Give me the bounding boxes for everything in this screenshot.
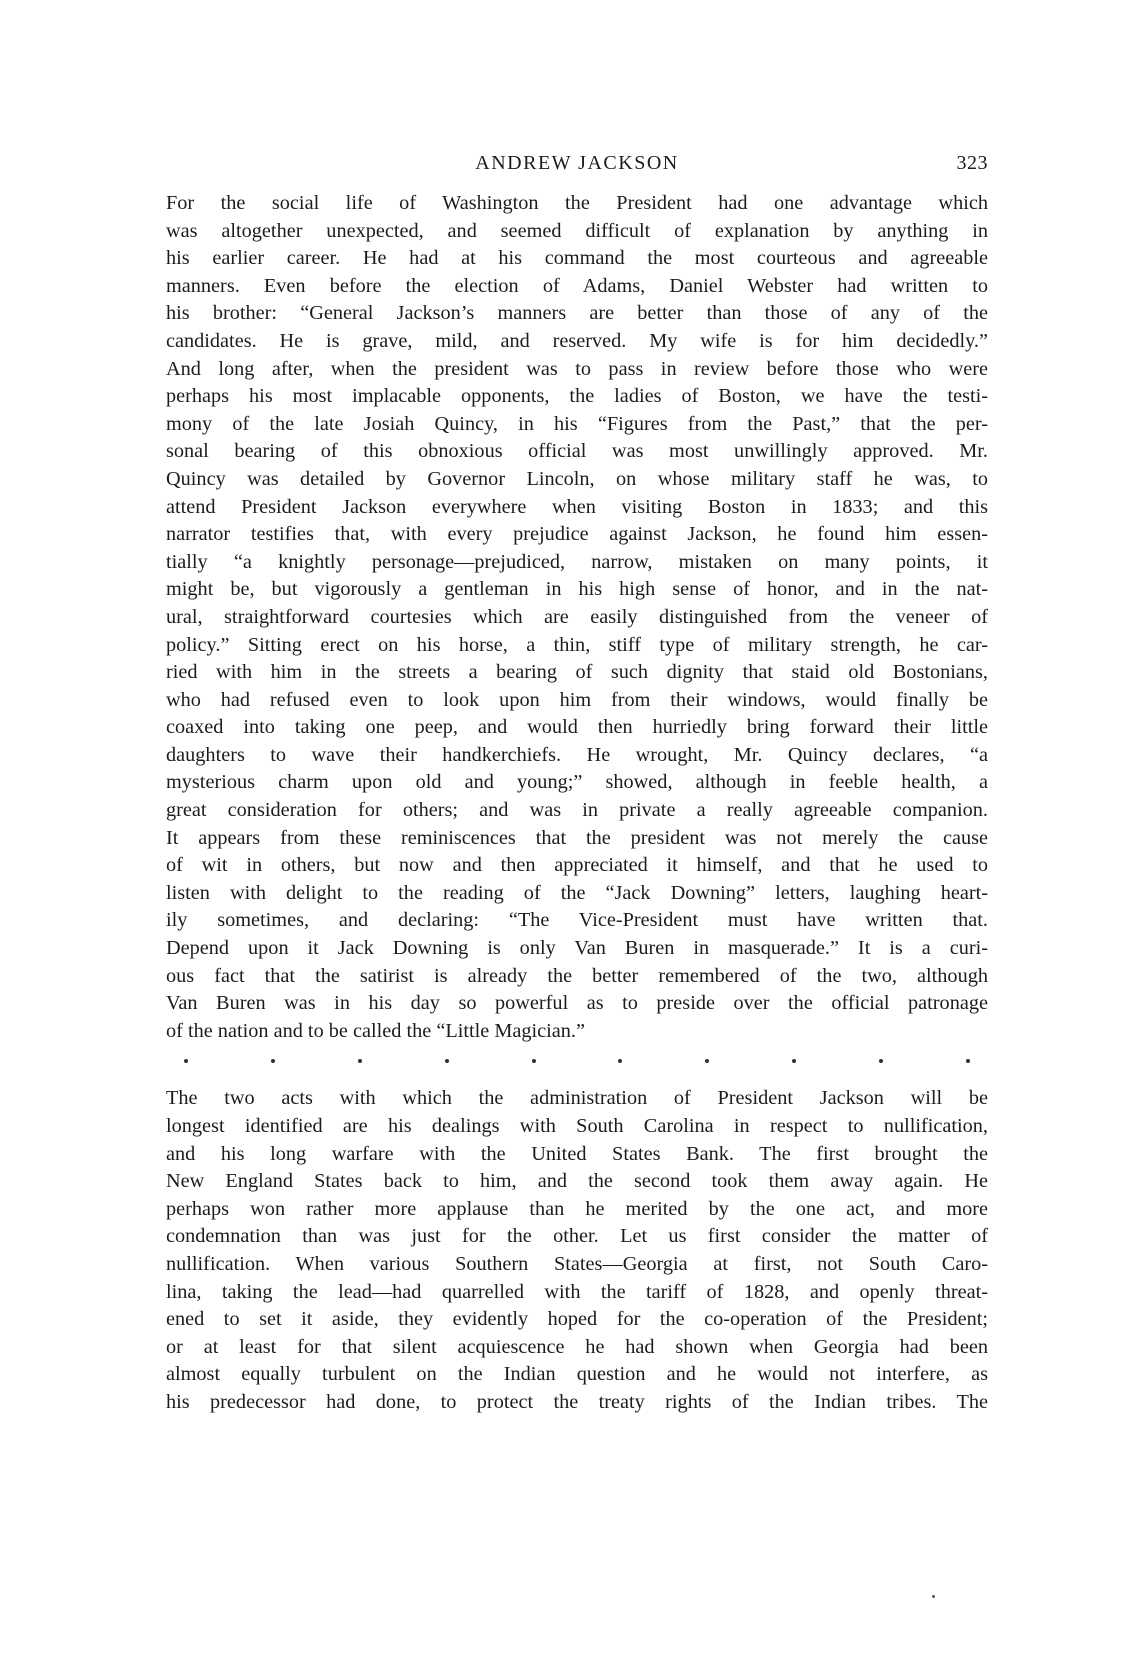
text-line: was altogether unexpected, and seemed difficult of explanation by anything in xyxy=(166,219,988,242)
text-line: It appears from these reminiscences that the president was not merely the cause xyxy=(166,826,988,849)
text-line: ily sometimes, and declaring: “The Vice-President must have written that. xyxy=(166,909,988,932)
text-line: his earlier career. He had at his command the most courteous and agreeable xyxy=(166,247,988,270)
text-line: policy.” Sitting erect on his horse, a thin, stiff type of military strength, he car- xyxy=(166,633,988,656)
text-line: listen with delight to the reading of the “Jack Downing” letters, laughing heart- xyxy=(166,881,988,904)
text-line: who had refused even to look upon him from their windows, would finally be xyxy=(166,688,988,711)
text-line: perhaps won rather more applause than he merited by the one act, and more xyxy=(166,1197,988,1220)
ornament-dot xyxy=(184,1059,188,1063)
text-line: For the social life of Washington the President had one advantage which xyxy=(166,192,988,214)
text-line: ried with him in the streets a bearing of such dignity that staid old Bostonians, xyxy=(166,661,988,684)
text-line: The two acts with which the administration of President Jackson will be xyxy=(166,1087,988,1110)
text-line: and his long warfare with the United States Bank. The first brought the xyxy=(166,1142,988,1165)
text-line: might be, but vigorously a gentleman in his high sense of honor, and in the nat- xyxy=(166,578,988,601)
text-line: or at least for that silent acquiescence he had shown when Georgia had been xyxy=(166,1335,988,1358)
text-line: tially “a knightly personage—prejudiced, narrow, mistaken on many points, it xyxy=(166,550,988,573)
text-line: almost equally turbulent on the Indian question and he would not interfere, as xyxy=(166,1363,988,1386)
ornament-dot xyxy=(705,1059,709,1063)
text-line: New England States back to him, and the second took them away again. He xyxy=(166,1170,988,1193)
text-line: mony of the late Josiah Quincy, in his “Figures from the Past,” that the per- xyxy=(166,412,988,435)
text-line: attend President Jackson everywhere when visiting Boston in 1833; and this xyxy=(166,495,988,518)
text-line: Quincy was detailed by Governor Lincoln, on whose military staff he was, to xyxy=(166,467,988,490)
ornament-dot xyxy=(445,1059,449,1063)
text-line: longest identified are his dealings with South Carolina in respect to nullification, xyxy=(166,1115,988,1137)
text-line: candidates. He is grave, mild, and reserved. My wife is for him decidedly.” xyxy=(166,329,988,352)
running-title: ANDREW JACKSON xyxy=(475,152,679,174)
ornament-dot xyxy=(271,1059,275,1063)
text-line: ous fact that the satirist is already the better remembered of the two, although xyxy=(166,964,988,987)
text-line: lina, taking the lead—had quarrelled with the tariff of 1828, and openly threat- xyxy=(166,1280,988,1303)
text-line: sonal bearing of this obnoxious official was most unwillingly approved. Mr. xyxy=(166,440,988,463)
text-line: nullification. When various Southern States—Georgia at first, not South Caro- xyxy=(166,1252,988,1275)
text-line: Depend upon it Jack Downing is only Van Buren in masquerade.” It is a curi- xyxy=(166,937,988,960)
text-line: And long after, when the president was to pass in review before those who were xyxy=(166,357,988,380)
text-line: ural, straightforward courtesies which are easily distinguished from the veneer of xyxy=(166,605,988,628)
running-head xyxy=(166,150,988,184)
text-line: Van Buren was in his day so powerful as to preside over the official patronage xyxy=(166,992,988,1015)
paragraph-social-life xyxy=(166,190,988,1045)
text-line: coaxed into taking one peep, and would then hurriedly bring forward their little xyxy=(166,716,988,739)
stray-ink-mark xyxy=(932,1595,935,1598)
text-line: ened to set it aside, they evidently hoped for the co-operation of the President; xyxy=(166,1308,988,1331)
text-line: of the nation and to be called the “Little Magician.” xyxy=(166,1019,585,1042)
text-line: daughters to wave their handkerchiefs. He wrought, Mr. Quincy declares, “a xyxy=(166,743,988,766)
ornament-dot xyxy=(879,1059,883,1063)
text-line: narrator testifies that, with every prejudice against Jackson, he found him essen- xyxy=(166,523,988,546)
paragraph-nullification xyxy=(166,1085,988,1416)
text-line: his brother: “General Jackson’s manners are better than those of any of the xyxy=(166,302,988,325)
text-line: condemnation than was just for the other. Let us first consider the matter of xyxy=(166,1225,988,1248)
ornament-dot xyxy=(358,1059,362,1063)
section-break-dots xyxy=(166,1059,988,1063)
text-line: his predecessor had done, to protect the treaty rights of the Indian tribes. The xyxy=(166,1390,988,1413)
text-line: perhaps his most implacable opponents, the ladies of Boston, we have the testi- xyxy=(166,385,988,408)
ornament-dot xyxy=(966,1059,970,1063)
page-number: 323 xyxy=(956,152,988,174)
ornament-dot xyxy=(618,1059,622,1063)
body-text xyxy=(166,190,988,1417)
text-line: mysterious charm upon old and young;” showed, although in feeble health, a xyxy=(166,771,988,794)
text-line: great consideration for others; and was in private a really agreeable companion. xyxy=(166,799,988,822)
ornament-dot xyxy=(792,1059,796,1063)
book-page xyxy=(166,150,988,1417)
text-line: of wit in others, but now and then appreciated it himself, and that he used to xyxy=(166,854,988,877)
text-line: manners. Even before the election of Adams, Daniel Webster had written to xyxy=(166,274,988,297)
ornament-dot xyxy=(532,1059,536,1063)
